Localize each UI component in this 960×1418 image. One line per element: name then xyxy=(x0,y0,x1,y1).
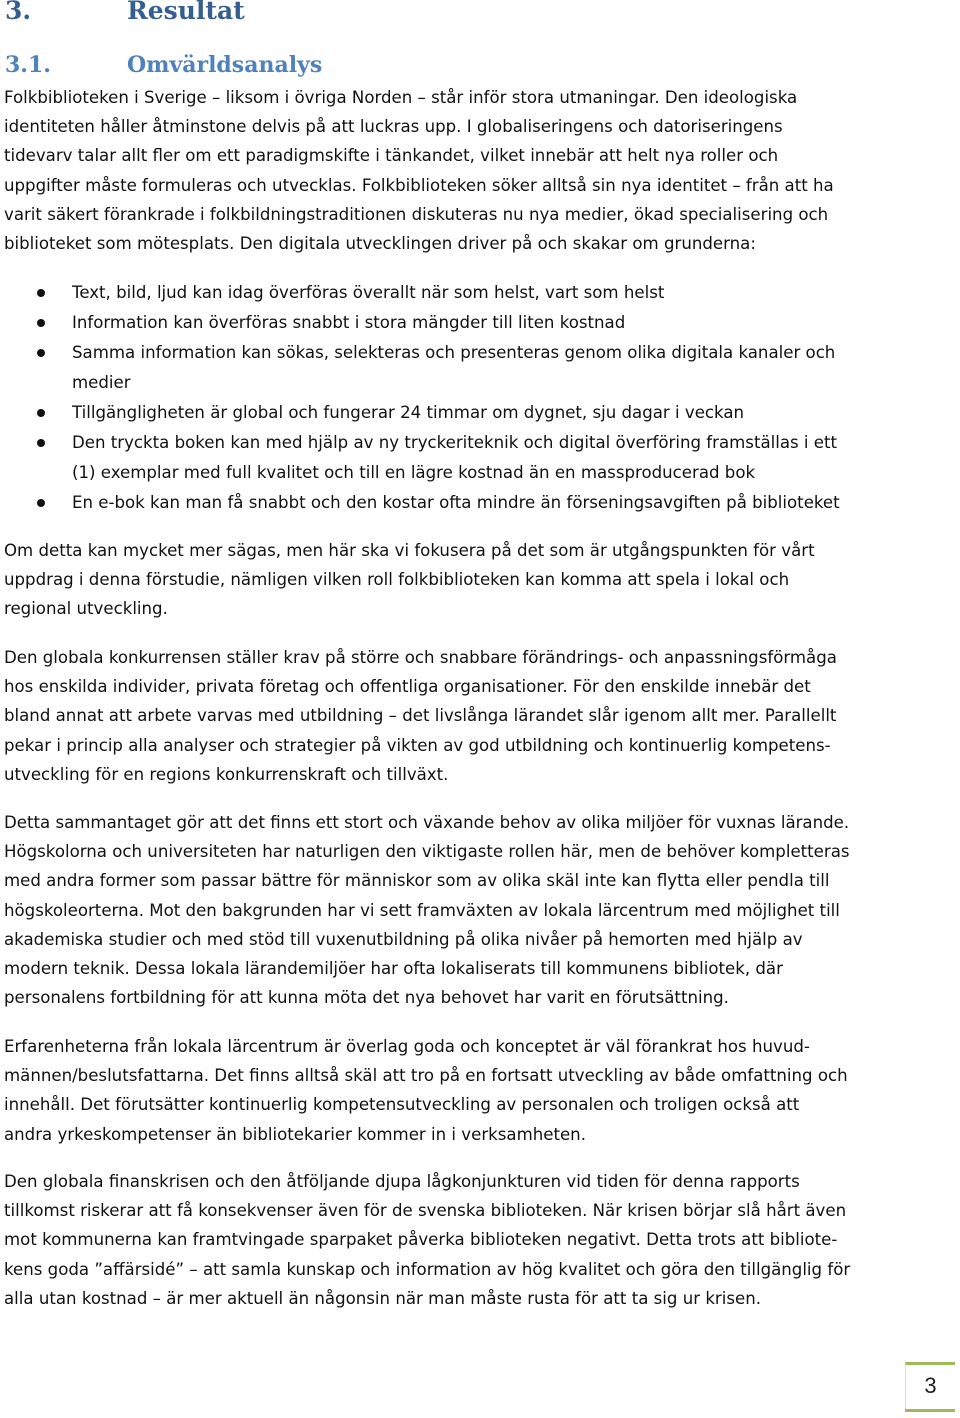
text-line: högskoleorterna. Mot den bakgrunden har vi sett framväxten av lokala lärcentrum med möjlighet till xyxy=(4,900,840,920)
bullet-icon xyxy=(37,289,45,297)
text-line: Den globala konkurrensen ställer krav på större och snabbare förändrings- och anpassningsförmåga xyxy=(4,648,837,667)
bullet-item xyxy=(0,428,900,488)
text-line: uppdrag i denna förstudie, nämligen vilken roll folkbiblioteken kan komma att spela i lokal och xyxy=(4,570,790,590)
body-paragraph xyxy=(4,643,904,789)
section-number: 3. xyxy=(5,0,32,25)
text-line: uppgifter måste formuleras och utvecklas. Folkbiblioteken söker alltså sin nya identitet – från att ha xyxy=(4,175,834,195)
text-line: hos enskilda individer, privata företag och offentliga organisationer. För den enskilde innebär det xyxy=(4,677,811,697)
bullet-item xyxy=(0,488,900,518)
bullet-item xyxy=(0,398,900,428)
bullet-text: Text, bild, ljud kan idag överföras överallt när som helst, vart som helst xyxy=(72,283,665,302)
body-paragraph xyxy=(4,536,904,624)
bullet-text: Den tryckta boken kan med hjälp av ny tryckeriteknik och digital överföring framställas i ett xyxy=(72,433,838,452)
text-line: bland annat att arbete varvas med utbildning – det livslånga lärandet slår igenom allt mer. Parallellt xyxy=(4,706,837,726)
subsection-number: 3.1. xyxy=(5,52,51,78)
text-line: männen/beslutsfattarna. Det finns alltså skäl att tro på en fortsatt utveckling av både omfattning och xyxy=(4,1066,848,1086)
bullet-text: medier xyxy=(72,373,131,392)
bullet-list xyxy=(0,278,900,518)
bullet-item xyxy=(0,338,900,398)
text-line: tidevarv talar allt fler om ett paradigmskifte i tänkandet, vilket innebär att helt nya roller och xyxy=(4,146,779,166)
body-paragraph xyxy=(4,808,904,1012)
bullet-icon xyxy=(37,319,45,327)
bullet-item xyxy=(0,308,900,338)
text-line: innehåll. Det förutsätter kontinuerlig kompetensutveckling av personalen och troligen också att xyxy=(4,1095,800,1115)
text-line: personalens fortbildning för att kunna möta det nya behovet har varit en förutsättning. xyxy=(4,988,729,1008)
text-line: mot kommunerna kan framtvingade sparpaket påverka biblioteken negativt. Detta trots att bibliote- xyxy=(4,1230,838,1250)
text-line: alla utan kostnad – är mer aktuell än någonsin när man måste rusta för att ta sig ur krisen. xyxy=(4,1288,762,1308)
bullet-icon xyxy=(37,409,45,417)
text-line: biblioteket som mötesplats. Den digitala utvecklingen driver på och skakar om grunderna: xyxy=(4,234,756,254)
text-line: akademiska studier och med stöd till vuxenutbildning på olika nivåer på hemorten med hjälp av xyxy=(4,929,803,949)
intro-paragraph xyxy=(4,83,904,258)
text-line: med andra former som passar bättre för människor som av olika skäl inte kan flytta eller pendla till xyxy=(4,871,830,891)
page-number-box xyxy=(905,1362,955,1412)
bullet-icon xyxy=(37,349,45,357)
bullet-text: En e-bok kan man få snabbt och den kostar ofta mindre än förseningsavgiften på biblioteket xyxy=(72,493,840,512)
page-number-underline xyxy=(905,1409,955,1412)
text-line: Högskolorna och universiteten har naturligen den viktigaste rollen här, men de behöver kompletteras xyxy=(4,842,850,862)
text-line: Erfarenheterna från lokala lärcentrum är överlag goda och konceptet är väl förankrat hos huvud- xyxy=(4,1037,810,1056)
bullet-text: (1) exemplar med full kvalitet och till en lägre kostnad än en massproducerad bok xyxy=(72,463,756,482)
subsection-title: Omvärldsanalys xyxy=(127,52,323,78)
bullet-text: Samma information kan sökas, selekteras och presenteras genom olika digitala kanaler och xyxy=(72,343,836,362)
text-line: Den globala finanskrisen och den åtföljande djupa lågkonjunkturen vid tiden för denna rapports xyxy=(4,1172,800,1191)
text-line: tillkomst riskerar att få konsekvenser även för de svenska biblioteken. När krisen börjar slå hårt även xyxy=(4,1201,847,1221)
bullet-icon xyxy=(37,499,45,507)
text-line: identiteten håller åtminstone delvis på att luckras upp. I globaliseringens och datoriseringens xyxy=(4,117,783,137)
bullet-text: Information kan överföras snabbt i stora mängder till liten kostnad xyxy=(72,313,626,332)
body-paragraph xyxy=(4,1167,904,1313)
text-line: regional utveckling. xyxy=(4,599,168,619)
text-line: modern teknik. Dessa lokala lärandemiljöer har ofta lokaliserats till kommunens bibliotek, där xyxy=(4,959,783,979)
text-line: varit säkert förankrade i folkbildningstraditionen diskuteras nu nya medier, ökad specialisering och xyxy=(4,204,829,224)
bullet-text: Tillgängligheten är global och fungerar 24 timmar om dygnet, sju dagar i veckan xyxy=(72,403,745,422)
text-line: Detta sammantaget gör att det finns ett stort och växande behov av olika miljöer för vuxnas lärande. xyxy=(4,813,850,832)
subsection-heading xyxy=(5,52,322,78)
bullet-item xyxy=(0,278,900,308)
text-line: pekar i princip alla analyser och strategier på vikten av god utbildning och kontinuerlig kompetens- xyxy=(4,735,831,755)
section-heading xyxy=(5,0,245,25)
text-line: Om detta kan mycket mer sägas, men här ska vi fokusera på det som är utgångspunkten för vårt xyxy=(4,541,815,560)
text-line: utveckling för en regions konkurrenskraft och tillväxt. xyxy=(4,764,449,784)
text-line: andra yrkeskompetenser än bibliotekarier kommer in i verksamheten. xyxy=(4,1124,586,1144)
section-title: Resultat xyxy=(127,0,245,25)
text-line: Folkbiblioteken i Sverige – liksom i övriga Norden – står inför stora utmaningar. Den ideologiska xyxy=(4,88,798,107)
text-line: kens goda ”affärsidé” – att samla kunskap och information av hög kvalitet och göra den tillgänglig för xyxy=(4,1259,851,1279)
page-number: 3 xyxy=(924,1373,937,1398)
body-paragraph xyxy=(4,1032,904,1149)
bullet-icon xyxy=(37,439,45,447)
